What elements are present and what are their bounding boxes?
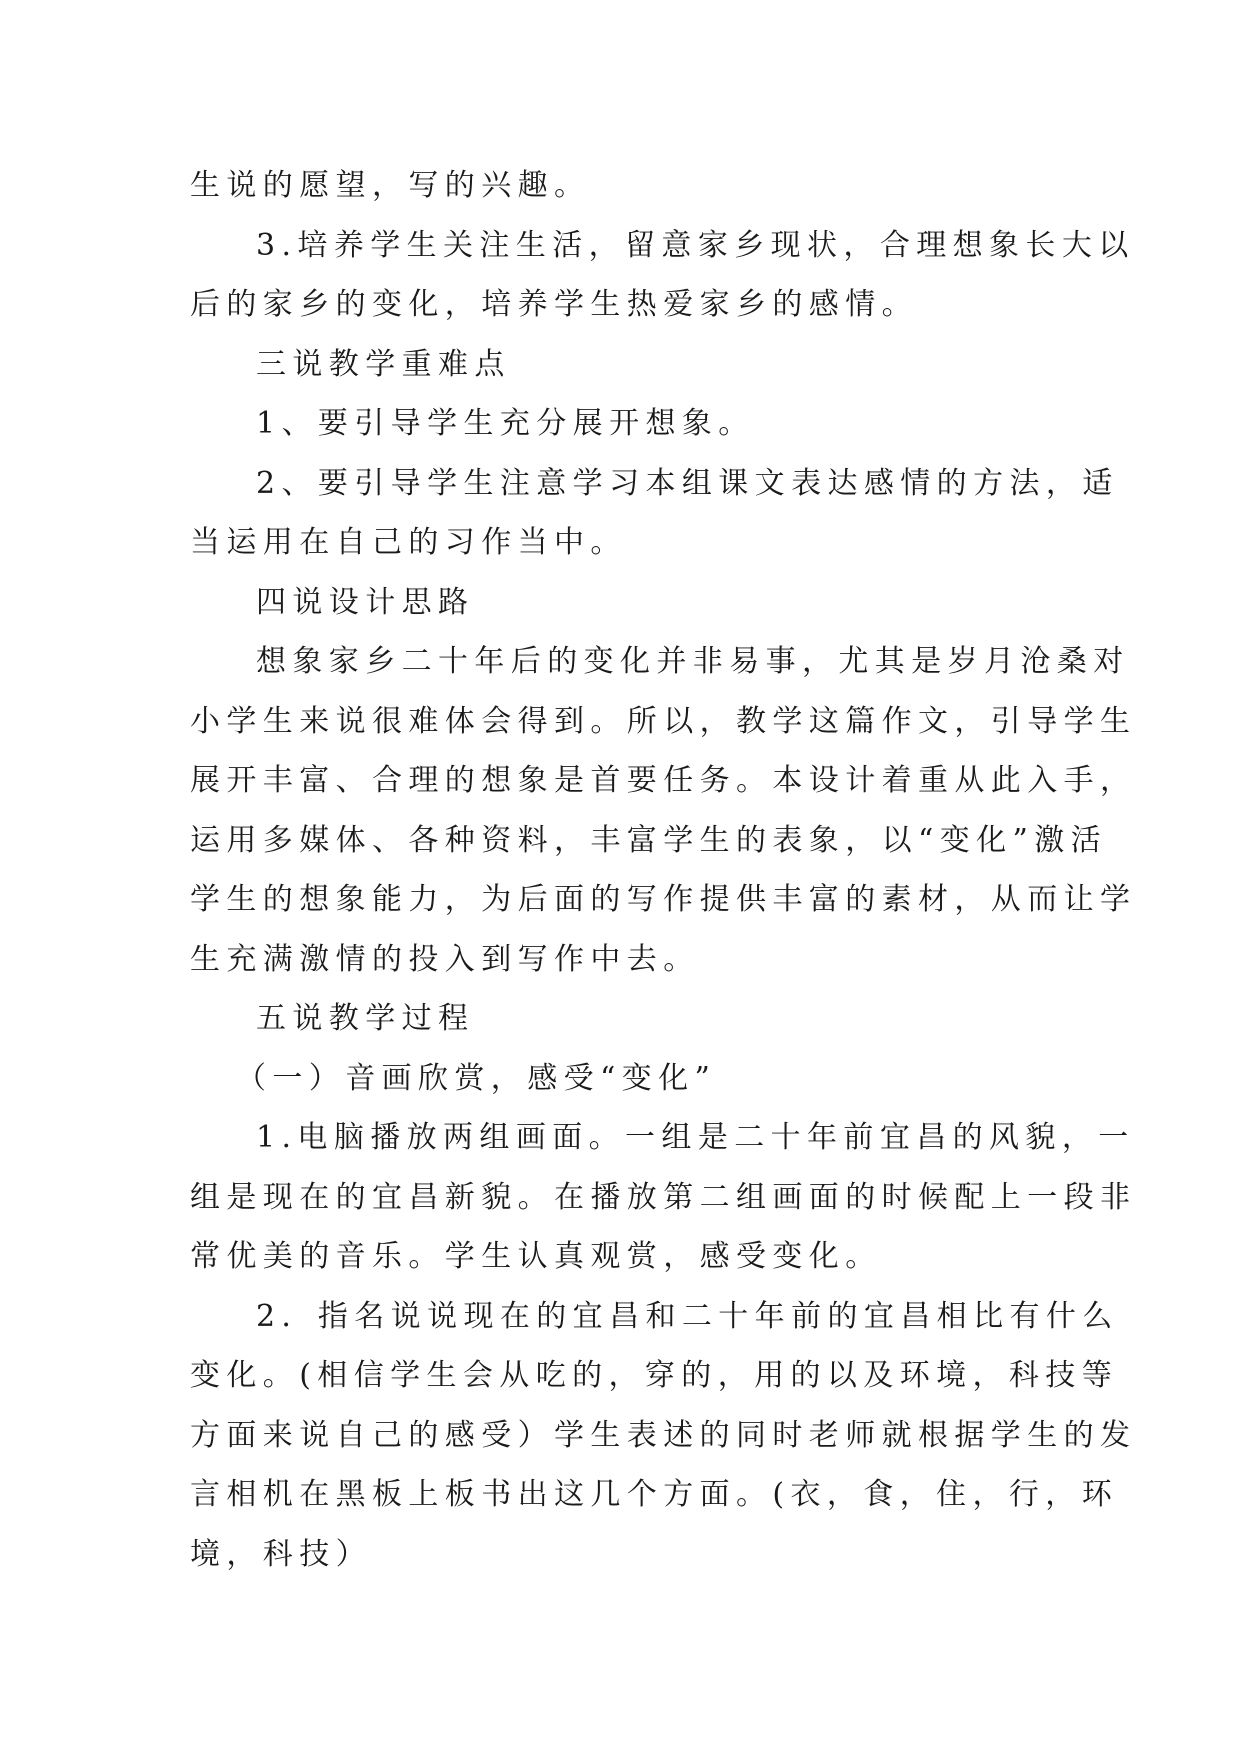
paragraph-line: 后的家乡的变化，培养学生热爱家乡的感情。: [190, 287, 918, 322]
paragraph-line: 方面来说自己的感受）学生表述的同时老师就根据学生的发: [190, 1417, 1137, 1453]
paragraph-line: 言相机在黑板上板书出这几个方面。(衣，食，住，行，环: [190, 1477, 1119, 1512]
paragraph-line: 生充满激情的投入到写作中去。: [190, 941, 700, 977]
paragraph-line: 变化。(相信学生会从吃的，穿的，用的以及环境，科技等: [190, 1358, 1119, 1393]
paragraph-line: 小学生来说很难体会得到。所以，教学这篇作文，引导学生: [190, 703, 1137, 739]
paragraph-line: 生说的愿望，写的兴趣。: [190, 168, 591, 203]
paragraph-line: 3.培养学生关注生活，留意家乡现状，合理想象长大以: [256, 227, 1135, 263]
section-heading: 四说设计思路: [256, 584, 475, 620]
paragraph-line: 展开丰富、合理的想象是首要任务。本设计着重从此入手，: [190, 763, 1137, 798]
paragraph-line: 学生的想象能力，为后面的写作提供丰富的素材，从而让学: [190, 882, 1137, 917]
paragraph-line: 2、要引导学生注意学习本组课文表达感情的方法，适: [256, 465, 1119, 501]
paragraph-line: 1.电脑播放两组画面。一组是二十年前宜昌的风貌，一: [256, 1120, 1135, 1155]
section-heading: 五说教学过程: [256, 1001, 475, 1036]
paragraph-line: 当运用在自己的习作当中。: [190, 525, 627, 560]
section-heading: 三说教学重难点: [256, 346, 511, 382]
paragraph-line: 2．指名说说现在的宜昌和二十年前的宜昌相比有什么: [256, 1298, 1119, 1334]
paragraph-line: 组是现在的宜昌新貌。在播放第二组画面的时候配上一段非: [190, 1179, 1137, 1215]
subsection-heading: （一）音画欣赏，感受“变化”: [236, 1060, 717, 1096]
paragraph-line: 1、要引导学生充分展开想象。: [256, 406, 755, 441]
paragraph-line: 想象家乡二十年后的变化并非易事，尤其是岁月沧桑对: [256, 644, 1130, 679]
document-body: [190, 156, 1137, 1584]
paragraph-line: 运用多媒体、各种资料，丰富学生的表象，以“变化”激活: [190, 822, 1108, 858]
paragraph-line: 境，科技）: [190, 1536, 372, 1572]
paragraph-line: 常优美的音乐。学生认真观赏，感受变化。: [190, 1239, 882, 1274]
